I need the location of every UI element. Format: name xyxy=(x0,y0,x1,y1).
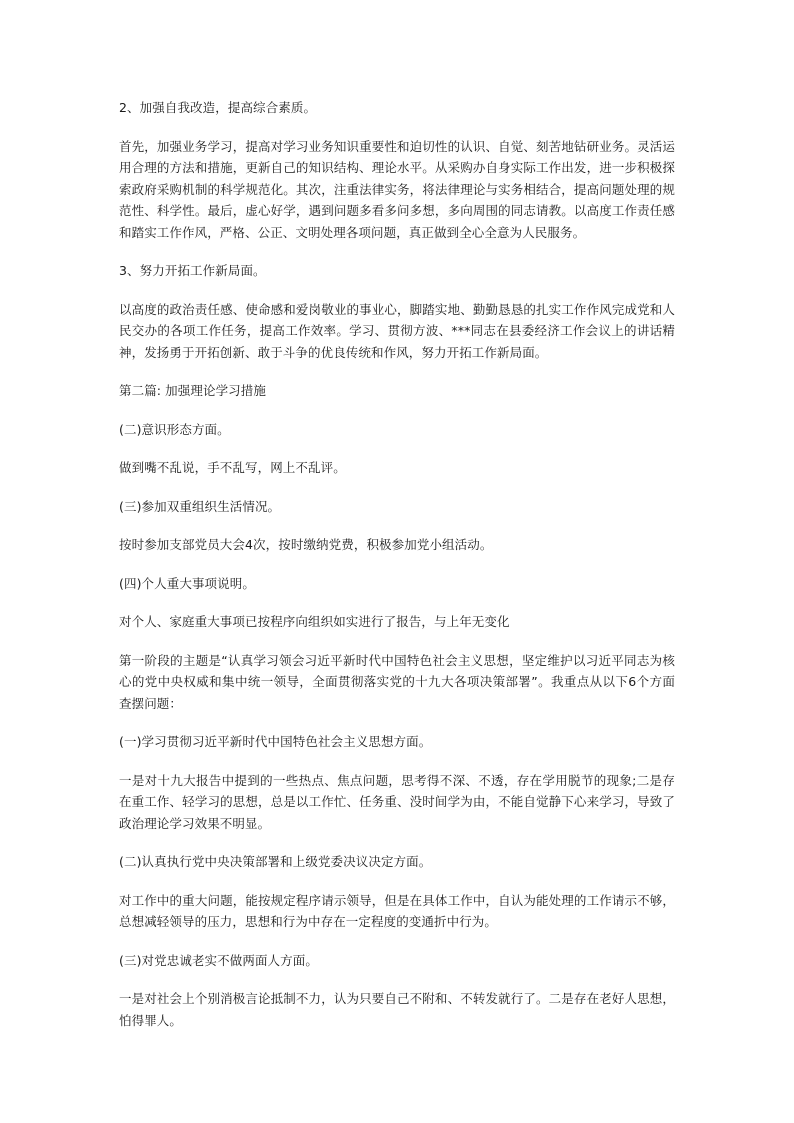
document-body xyxy=(119,97,675,1031)
paragraph-first-stage-theme: 第一阶段的主题是“认真学习领会习近平新时代中国特色社会主义思想，坚定维护以习近平同志为核心的党中央权威和集中统一领导，全面贯彻落实党的十九大各项决策部署”。我重点从以下6个方面查摆问题： xyxy=(119,652,675,711)
heading-loyalty: (三)对党忠诚老实不做两面人方面。 xyxy=(119,952,318,968)
paragraph-political-responsibility: 以高度的政治责任感、使命感和爱岗敬业的事业心，脚踏实地、勤勤恳恳的扎实工作作风完成党和人民交办的各项工作任务，提高工作效率。学习、贯彻方波、***同志在县委经济工作会议上的讲话精神，发扬勇于开拓创新、敢于斗争的优良传统和作风，努力开拓工作新局面。 xyxy=(119,301,675,360)
heading-organization-life: (三)参加双重组织生活情况。 xyxy=(119,498,281,514)
section-title-part-two: 第二篇: 加强理论学习措施 xyxy=(119,383,266,398)
heading-new-situation: 3、努力开拓工作新局面。 xyxy=(119,263,266,278)
heading-personal-matters: (四)个人重大事项说明。 xyxy=(119,575,255,591)
paragraph-study-thought: 一是对十九大报告中提到的一些热点、焦点问题，思考得不深、不透，存在学用脱节的现象;二是存在重工作、轻学习的思想，总是以工作忙、任务重、没时间学为由，不能自觉静下心来学习，导致了政治理论学习效果不明显。 xyxy=(119,772,675,831)
paragraph-loyalty: 一是对社会上个别消极言论抵制不力，认为只要自己不附和、不转发就行了。二是存在老好人思想，怕得罪人。 xyxy=(119,991,675,1028)
paragraph-ideology: 做到嘴不乱说，手不乱写，网上不乱评。 xyxy=(119,460,346,475)
heading-self-improvement: 2、加强自我改造，提高综合素质。 xyxy=(119,100,317,115)
paragraph-implement-decisions: 对工作中的重大问题，能按规定程序请示领导，但是在具体工作中，自认为能处理的工作请示不够，总想减轻领导的压力，思想和行为中存在一定程度的变通折中行为。 xyxy=(119,892,675,929)
heading-ideology: (二)意识形态方面。 xyxy=(119,421,230,437)
heading-study-thought: (一)学习贯彻习近平新时代中国特色社会主义思想方面。 xyxy=(119,734,432,749)
paragraph-business-study: 首先，加强业务学习，提高对学习业务知识重要性和迫切性的认识、自觉、刻苦地钻研业务。灵活运用合理的方法和措施，更新自己的知识结构、理论水平。从采购办自身实际工作出发，进一步积极探索政府采购机制的科学规范化。其次，注重法律实务，将法律理论与实务相结合，提高问题处理的规范性、科学性。最后，虚心好学，遇到问题多看多问多想，多向周围的同志请教。以高度工作责任感和踏实工作作风，严格、公正、文明处理各项问题，真正做到全心全意为人民服务。 xyxy=(119,138,675,240)
heading-implement-decisions: (二)认真执行党中央决策部署和上级党委决议决定方面。 xyxy=(119,854,432,869)
paragraph-personal-matters: 对个人、家庭重大事项已按程序向组织如实进行了报告，与上年无变化 xyxy=(119,614,510,629)
paragraph-organization-life: 按时参加支部党员大会4次，按时缴纳党费，积极参加党小组活动。 xyxy=(119,537,493,552)
